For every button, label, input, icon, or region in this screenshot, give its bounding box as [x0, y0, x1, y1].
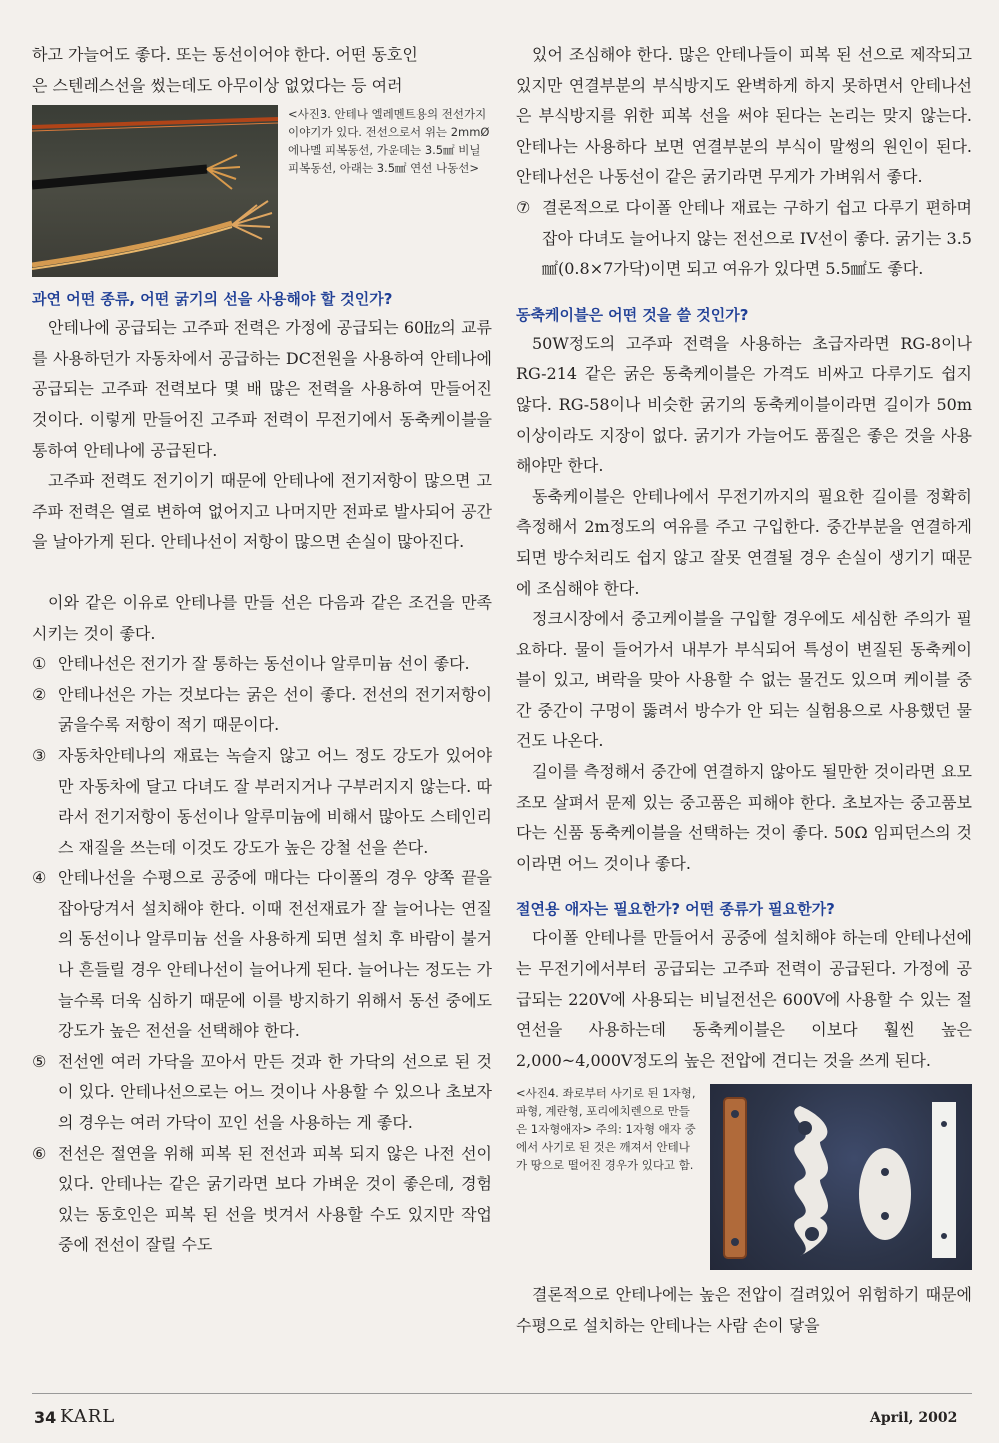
list-item: [32, 741, 492, 863]
footer-rule: [32, 1393, 972, 1394]
list-item: [32, 1047, 492, 1139]
photo3-caption: <사진3. 안테나 엘레멘트용의 전선가지 이야기가 있다. 전선으로서 위는 2mmØ에나멜 피복동선, 가운데는 3.5㎟ 비닐 피복동선, 아래는 3.5㎟ 연선 나동선>: [288, 107, 490, 176]
paragraph-5: 동축케이블은 안테나에서 무전기까지의 필요한 길이를 정확히 측정해서 2m정도의 여유를 주고 구입한다. 중간부분을 연결하게 되면 방수처리도 쉽지 않고 잘못 연결될 경우 손실이 생기기 때문에 조심해야 한다.: [516, 486, 972, 598]
list-number: ④: [32, 868, 47, 888]
list-text: 안테나선을 수평으로 공중에 매다는 다이폴의 경우 양쪽 끝을 잡아당겨서 설치해야 한다. 이때 전선재료가 잘 늘어나는 연질의 동선이나 알루미늄 선을 사용하게 되면 설치 후 바람이 불거나 흔들릴 경우 안테나선이 늘어나게 된다. 늘어나는 정도는 가늘수록 더욱 심하기 때문에 이를 방지하기 위해서 동선 중에도 강도가 높은 전선을 선택해야 한다.: [58, 868, 492, 1041]
paragraph-6: 정크시장에서 중고케이블을 구입할 경우에도 세심한 주의가 필요하다. 물이 들어가서 내부가 부식되어 특성이 변질된 동축케이블이 있고, 벼락을 맞아 사용할 수 없는 물건도 있으며 케이블 중간 중간이 구멍이 뚫려서 방수가 안 되는 실험용으로 사용했던 물건도 나온다.: [516, 609, 972, 751]
list-number: ①: [32, 654, 47, 674]
list-item: [516, 193, 972, 285]
paragraph-4: 50W정도의 고주파 전력을 사용하는 초급자라면 RG-8이나 RG-214 같은 굵은 동축케이블은 가격도 비싸고 다루기도 쉽지 않다. RG-58이나 비슷한 굵기의 동축케이블이라면 길이가 50m이상이라도 지장이 없다. 굵기가 가늘어도 품질은 좋은 것을 사용해야만 한다.: [516, 333, 972, 476]
paragraph-7: 길이를 측정해서 중간에 연결하지 않아도 될만한 것이라면 요모조모 살펴서 문제 있는 중고품은 피해야 한다. 초보자는 중고품보다는 신품 동축케이블을 선택하는 것이 좋다. 50Ω 임피던스의 것이라면 어느 것이나 좋다.: [516, 762, 972, 873]
list-number: ⑥: [32, 1143, 47, 1163]
list-number: ⑤: [32, 1051, 47, 1071]
magazine-name: KARL: [60, 1406, 116, 1427]
heading-insulator: 절연용 애자는 필요한가? 어떤 종류가 필요한가?: [516, 900, 835, 919]
paragraph-9: 결론적으로 안테나에는 높은 전압이 걸려있어 위험하기 때문에 수평으로 설치하는 안테나는 사람 손이 닿을: [516, 1285, 972, 1335]
right-column: [516, 40, 972, 1342]
list-text: 전선엔 여러 가닥을 꼬아서 만든 것과 한 가닥의 선으로 된 것이 있다. 안테나선으로는 어느 것이나 사용할 수 있으나 초보자의 경우는 여러 가닥이 꼬인 선을 사용하는 게 좋다.: [58, 1051, 492, 1133]
photo4-caption: <사진4. 좌로부터 사기로 된 1자형, 파형, 계란형, 포리에치렌으로 만들은 1자형애자> 주의: 1자형 애자 중에서 사기로 된 것은 깨져서 안테나가 땅으로 떨어진 경우가 있다고 함.: [516, 1086, 696, 1173]
left-column: [32, 40, 492, 1261]
page-number: 34: [34, 1408, 57, 1427]
heading-wire-type: 과연 어떤 종류, 어떤 굵기의 선을 사용해야 할 것인가?: [32, 290, 393, 309]
intro-line-1: 하고 가늘어도 좋다. 또는 동선이어야 한다. 어떤 동호인: [32, 45, 418, 64]
paragraph-1: 안테나에 공급되는 고주파 전력은 가정에 공급되는 60㎐의 교류를 사용하던가 자동차에서 공급하는 DC전원을 사용하여 안테나에 공급되는 고주파 전력보다 몇 배 많은 전력을 사용하여 만들어진 것이다. 이렇게 만들어진 고주파 전력이 무전기에서 동축케이블을 통하여 안테나에 공급된다.: [32, 318, 492, 460]
list-text: 자동차안테나의 재료는 녹슬지 않고 어느 정도 강도가 있어야만 자동차에 달고 다녀도 잘 부러지거나 구부러지지 않는다. 따라서 전기저항이 동선이나 알루미늄에 비해서 많아도 스테인리스 재질을 쓰는데 이것도 강도가 높은 강철 선을 쓴다.: [58, 745, 492, 857]
heading-coax: 동축케이블은 어떤 것을 쓸 것인가?: [516, 305, 749, 324]
list-item: [32, 1139, 492, 1261]
paragraph-3: 이와 같은 이유로 안테나를 만들 선은 다음과 같은 조건을 만족시키는 것이 좋다.: [32, 592, 492, 643]
list-number: ⑦: [516, 197, 531, 217]
issue-date: April, 2002: [870, 1410, 958, 1426]
photo-insulators: [710, 1084, 972, 1270]
list-item: [32, 680, 492, 741]
photo-wires: [32, 105, 278, 277]
figure-photo4: [516, 1084, 972, 1270]
list-item: [32, 863, 492, 1047]
list-number: ②: [32, 684, 47, 704]
list-text: 안테나선은 전기가 잘 통하는 동선이나 알루미늄 선이 좋다.: [58, 654, 470, 674]
intro-line-2: 은 스텐레스선을 썼는데도 아무이상 없었다는 등 여러: [32, 75, 403, 95]
figure-photo3: [32, 105, 492, 277]
paragraph-2: 고주파 전력도 전기이기 때문에 안테나에 전기저항이 많으면 고주파 전력은 열로 변하여 없어지고 나머지만 전파로 발사되어 공간을 날아가게 된다. 안테나선이 저항이 많으면 손실이 많아진다.: [32, 471, 492, 552]
list-text: 결론적으로 다이폴 안테나 재료는 구하기 쉽고 다루기 편하며 잡아 다녀도 늘어나지 않는 전선으로 IV선이 좋다. 굵기는 3.5㎟(0.8×7가닥)이면 되고 여유가 있다면 5.5㎟도 좋다.: [542, 197, 972, 279]
list-number: ③: [32, 745, 47, 765]
paragraph-8: 다이폴 안테나를 만들어서 공중에 설치해야 하는데 안테나선에는 무전기에서부터 공급되는 고주파 전력이 공급된다. 가정에 공급되는 220V에 사용되는 비닐전선은 600V에 사용할 수 있는 절연선을 사용하는데 동축케이블은 이보다 훨씬 높은 2,000~4,000V정도의 높은 전압에 견디는 것을 쓰게 된다.: [516, 928, 972, 1070]
continuation-paragraph: 있어 조심해야 한다. 많은 안테나들이 피복 된 선으로 제작되고 있지만 연결부분의 부식방지도 완벽하게 하지 못하면서 안테나선은 부식방지를 위한 피복 선을 써야 된다는 논리는 맞지 않는다. 안테나는 사용하다 보면 연결부분의 부식이 말썽의 원인이 된다. 안테나선은 나동선이 같은 굵기라면 무게가 가벼워서 좋다.: [516, 45, 972, 187]
list-text: 안테나선은 가는 것보다는 굵은 선이 좋다. 전선의 전기저항이 굵을수록 저항이 적기 때문이다.: [58, 684, 492, 735]
list-text: 전선은 절연을 위해 피복 된 전선과 피복 되지 않은 나전 선이 있다. 안테나는 같은 굵기라면 보다 가벼운 것이 좋은데, 경험 있는 동호인은 피복 된 선을 벗겨서 사용할 수도 있지만 작업 중에 전선이 잘릴 수도: [58, 1143, 492, 1255]
conditions-list: [32, 649, 492, 1261]
list-item: [32, 649, 492, 680]
